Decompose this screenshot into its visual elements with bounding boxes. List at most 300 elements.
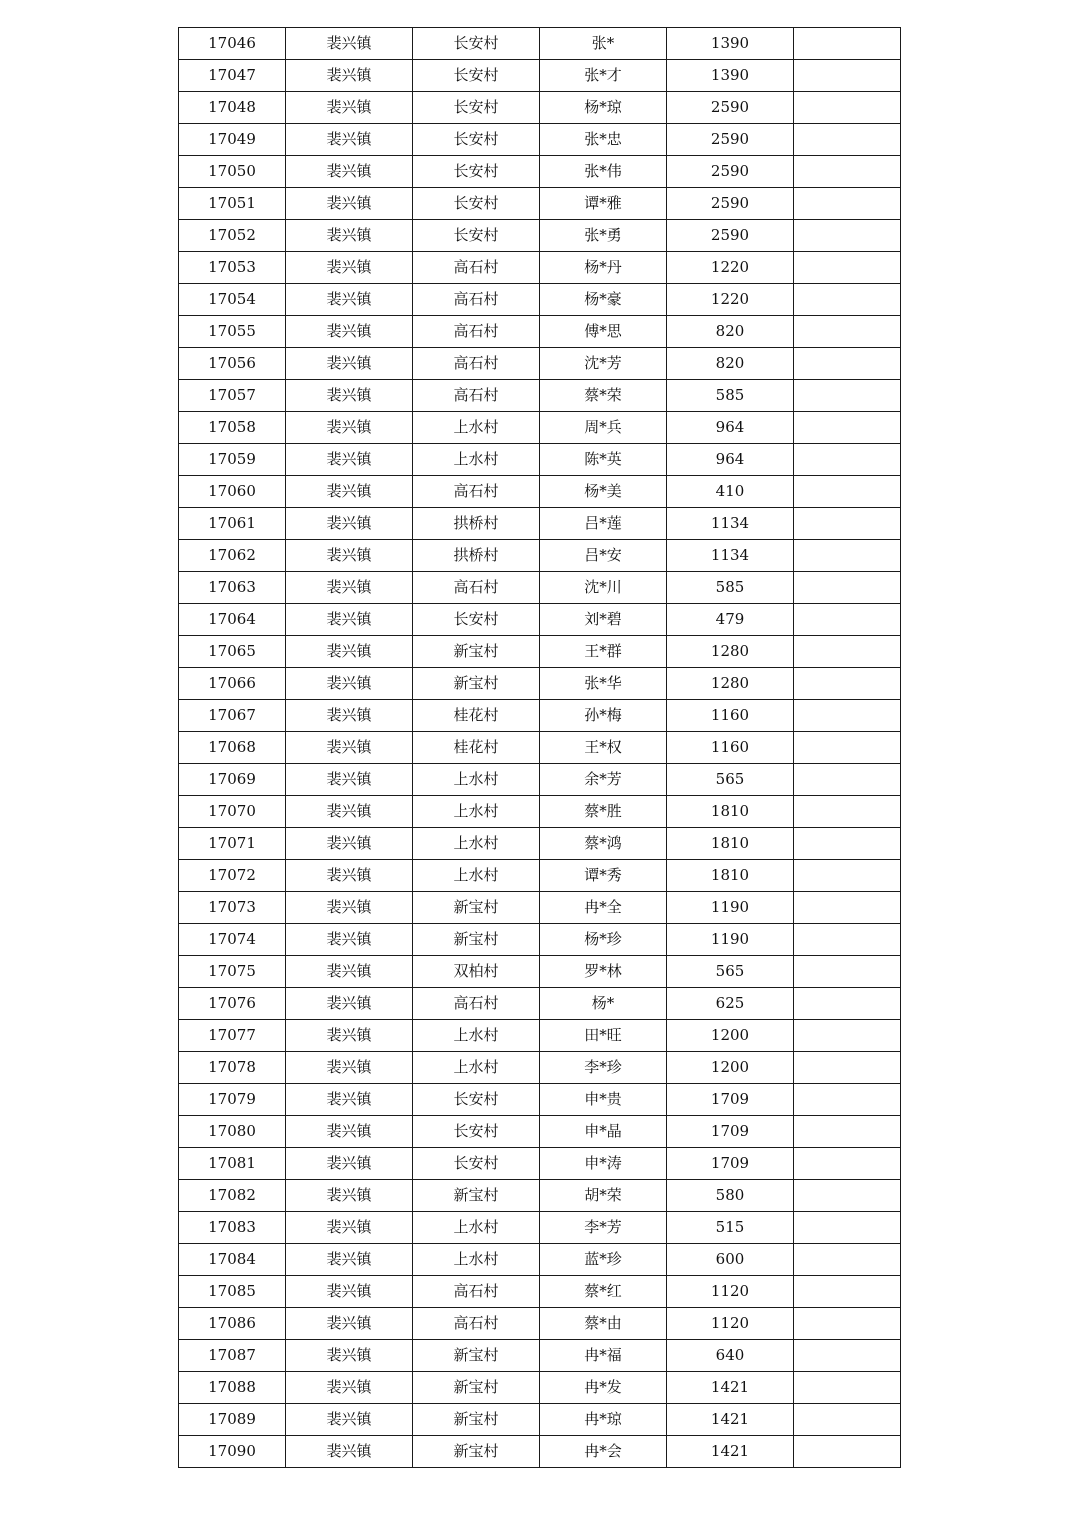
note-cell	[794, 1020, 901, 1052]
note-cell	[794, 1212, 901, 1244]
row-number-cell: 17071	[179, 828, 286, 860]
amount-cell: 565	[667, 956, 794, 988]
note-cell	[794, 252, 901, 284]
village-cell: 高石村	[413, 252, 540, 284]
town-cell: 裴兴镇	[286, 444, 413, 476]
note-cell	[794, 476, 901, 508]
town-cell: 裴兴镇	[286, 828, 413, 860]
village-cell: 长安村	[413, 60, 540, 92]
amount-cell: 1134	[667, 540, 794, 572]
amount-cell: 1134	[667, 508, 794, 540]
note-cell	[794, 1116, 901, 1148]
village-cell: 上水村	[413, 1244, 540, 1276]
table-row	[179, 572, 901, 604]
name-cell: 申*涛	[540, 1148, 667, 1180]
note-cell	[794, 444, 901, 476]
name-cell: 李*珍	[540, 1052, 667, 1084]
town-cell: 裴兴镇	[286, 156, 413, 188]
town-cell: 裴兴镇	[286, 764, 413, 796]
name-cell: 张*	[540, 28, 667, 60]
name-cell: 张*忠	[540, 124, 667, 156]
town-cell: 裴兴镇	[286, 668, 413, 700]
village-cell: 长安村	[413, 1148, 540, 1180]
village-cell: 新宝村	[413, 1436, 540, 1468]
name-cell: 王*群	[540, 636, 667, 668]
village-cell: 高石村	[413, 476, 540, 508]
row-number-cell: 17067	[179, 700, 286, 732]
amount-cell: 1190	[667, 892, 794, 924]
table-row	[179, 476, 901, 508]
amount-cell: 585	[667, 572, 794, 604]
town-cell: 裴兴镇	[286, 1116, 413, 1148]
town-cell: 裴兴镇	[286, 1052, 413, 1084]
village-cell: 高石村	[413, 572, 540, 604]
table-row	[179, 1020, 901, 1052]
town-cell: 裴兴镇	[286, 796, 413, 828]
amount-cell: 625	[667, 988, 794, 1020]
village-cell: 长安村	[413, 28, 540, 60]
town-cell: 裴兴镇	[286, 572, 413, 604]
table-row	[179, 1084, 901, 1116]
table-row	[179, 764, 901, 796]
village-cell: 上水村	[413, 860, 540, 892]
name-cell: 孙*梅	[540, 700, 667, 732]
row-number-cell: 17090	[179, 1436, 286, 1468]
name-cell: 蔡*由	[540, 1308, 667, 1340]
table-row	[179, 924, 901, 956]
name-cell: 谭*雅	[540, 188, 667, 220]
table-row	[179, 604, 901, 636]
row-number-cell: 17084	[179, 1244, 286, 1276]
row-number-cell: 17078	[179, 1052, 286, 1084]
amount-cell: 1160	[667, 700, 794, 732]
row-number-cell: 17047	[179, 60, 286, 92]
note-cell	[794, 1372, 901, 1404]
town-cell: 裴兴镇	[286, 316, 413, 348]
town-cell: 裴兴镇	[286, 348, 413, 380]
note-cell	[794, 220, 901, 252]
row-number-cell: 17074	[179, 924, 286, 956]
table-row	[179, 508, 901, 540]
town-cell: 裴兴镇	[286, 380, 413, 412]
table-row	[179, 188, 901, 220]
village-cell: 高石村	[413, 284, 540, 316]
village-cell: 拱桥村	[413, 540, 540, 572]
village-cell: 长安村	[413, 124, 540, 156]
note-cell	[794, 828, 901, 860]
table-row	[179, 1340, 901, 1372]
village-cell: 上水村	[413, 796, 540, 828]
note-cell	[794, 1244, 901, 1276]
table-row	[179, 796, 901, 828]
name-cell: 张*华	[540, 668, 667, 700]
row-number-cell: 17075	[179, 956, 286, 988]
row-number-cell: 17060	[179, 476, 286, 508]
name-cell: 冉*全	[540, 892, 667, 924]
note-cell	[794, 156, 901, 188]
amount-cell: 1190	[667, 924, 794, 956]
village-cell: 长安村	[413, 604, 540, 636]
village-cell: 新宝村	[413, 1372, 540, 1404]
name-cell: 吕*安	[540, 540, 667, 572]
amount-cell: 1709	[667, 1116, 794, 1148]
note-cell	[794, 60, 901, 92]
village-cell: 长安村	[413, 92, 540, 124]
amount-cell: 820	[667, 316, 794, 348]
village-cell: 长安村	[413, 156, 540, 188]
note-cell	[794, 764, 901, 796]
note-cell	[794, 508, 901, 540]
name-cell: 张*勇	[540, 220, 667, 252]
note-cell	[794, 92, 901, 124]
table-row	[179, 284, 901, 316]
amount-cell: 2590	[667, 156, 794, 188]
name-cell: 罗*林	[540, 956, 667, 988]
amount-cell: 1280	[667, 668, 794, 700]
note-cell	[794, 732, 901, 764]
table-row	[179, 348, 901, 380]
row-number-cell: 17089	[179, 1404, 286, 1436]
name-cell: 周*兵	[540, 412, 667, 444]
amount-cell: 1120	[667, 1276, 794, 1308]
table-row	[179, 380, 901, 412]
row-number-cell: 17062	[179, 540, 286, 572]
amount-cell: 565	[667, 764, 794, 796]
name-cell: 冉*福	[540, 1340, 667, 1372]
table-row	[179, 92, 901, 124]
name-cell: 胡*荣	[540, 1180, 667, 1212]
village-cell: 新宝村	[413, 924, 540, 956]
village-cell: 上水村	[413, 828, 540, 860]
table-row	[179, 1372, 901, 1404]
amount-cell: 1280	[667, 636, 794, 668]
table-row	[179, 1244, 901, 1276]
table-row	[179, 828, 901, 860]
row-number-cell: 17046	[179, 28, 286, 60]
town-cell: 裴兴镇	[286, 1212, 413, 1244]
village-cell: 上水村	[413, 1020, 540, 1052]
row-number-cell: 17076	[179, 988, 286, 1020]
town-cell: 裴兴镇	[286, 252, 413, 284]
village-cell: 新宝村	[413, 1404, 540, 1436]
row-number-cell: 17057	[179, 380, 286, 412]
amount-cell: 585	[667, 380, 794, 412]
village-cell: 新宝村	[413, 636, 540, 668]
town-cell: 裴兴镇	[286, 92, 413, 124]
village-cell: 桂花村	[413, 700, 540, 732]
row-number-cell: 17048	[179, 92, 286, 124]
row-number-cell: 17086	[179, 1308, 286, 1340]
amount-cell: 1220	[667, 284, 794, 316]
table-row	[179, 316, 901, 348]
amount-cell: 580	[667, 1180, 794, 1212]
village-cell: 新宝村	[413, 1180, 540, 1212]
row-number-cell: 17069	[179, 764, 286, 796]
row-number-cell: 17063	[179, 572, 286, 604]
note-cell	[794, 956, 901, 988]
village-cell: 长安村	[413, 1084, 540, 1116]
note-cell	[794, 604, 901, 636]
name-cell: 张*才	[540, 60, 667, 92]
name-cell: 杨*珍	[540, 924, 667, 956]
name-cell: 申*贵	[540, 1084, 667, 1116]
amount-cell: 2590	[667, 124, 794, 156]
row-number-cell: 17055	[179, 316, 286, 348]
name-cell: 刘*碧	[540, 604, 667, 636]
row-number-cell: 17079	[179, 1084, 286, 1116]
note-cell	[794, 1052, 901, 1084]
row-number-cell: 17088	[179, 1372, 286, 1404]
amount-cell: 1810	[667, 796, 794, 828]
town-cell: 裴兴镇	[286, 924, 413, 956]
table-row	[179, 636, 901, 668]
note-cell	[794, 316, 901, 348]
amount-cell: 1421	[667, 1404, 794, 1436]
note-cell	[794, 668, 901, 700]
amount-cell: 964	[667, 444, 794, 476]
note-cell	[794, 1436, 901, 1468]
town-cell: 裴兴镇	[286, 188, 413, 220]
table-body	[179, 28, 901, 1468]
amount-cell: 2590	[667, 188, 794, 220]
row-number-cell: 17054	[179, 284, 286, 316]
village-cell: 高石村	[413, 348, 540, 380]
row-number-cell: 17070	[179, 796, 286, 828]
name-cell: 沈*芳	[540, 348, 667, 380]
table-row	[179, 412, 901, 444]
note-cell	[794, 1404, 901, 1436]
amount-cell: 1120	[667, 1308, 794, 1340]
name-cell: 蔡*胜	[540, 796, 667, 828]
table-row	[179, 1308, 901, 1340]
name-cell: 王*权	[540, 732, 667, 764]
row-number-cell: 17082	[179, 1180, 286, 1212]
note-cell	[794, 924, 901, 956]
table-row	[179, 668, 901, 700]
village-cell: 新宝村	[413, 668, 540, 700]
note-cell	[794, 540, 901, 572]
amount-cell: 1709	[667, 1084, 794, 1116]
name-cell: 杨*豪	[540, 284, 667, 316]
village-cell: 长安村	[413, 220, 540, 252]
table-row	[179, 1116, 901, 1148]
amount-cell: 1421	[667, 1436, 794, 1468]
row-number-cell: 17083	[179, 1212, 286, 1244]
note-cell	[794, 988, 901, 1020]
village-cell: 高石村	[413, 316, 540, 348]
row-number-cell: 17087	[179, 1340, 286, 1372]
town-cell: 裴兴镇	[286, 1308, 413, 1340]
note-cell	[794, 1308, 901, 1340]
town-cell: 裴兴镇	[286, 732, 413, 764]
name-cell: 杨*美	[540, 476, 667, 508]
note-cell	[794, 1084, 901, 1116]
amount-cell: 1390	[667, 28, 794, 60]
name-cell: 蔡*荣	[540, 380, 667, 412]
name-cell: 杨*琼	[540, 92, 667, 124]
town-cell: 裴兴镇	[286, 1372, 413, 1404]
amount-cell: 1220	[667, 252, 794, 284]
row-number-cell: 17059	[179, 444, 286, 476]
table-row	[179, 252, 901, 284]
amount-cell: 515	[667, 1212, 794, 1244]
table-row	[179, 1404, 901, 1436]
row-number-cell: 17080	[179, 1116, 286, 1148]
village-cell: 上水村	[413, 444, 540, 476]
town-cell: 裴兴镇	[286, 60, 413, 92]
name-cell: 张*伟	[540, 156, 667, 188]
amount-cell: 1200	[667, 1052, 794, 1084]
town-cell: 裴兴镇	[286, 284, 413, 316]
town-cell: 裴兴镇	[286, 1340, 413, 1372]
amount-cell: 1709	[667, 1148, 794, 1180]
town-cell: 裴兴镇	[286, 956, 413, 988]
amount-cell: 600	[667, 1244, 794, 1276]
amount-cell: 1421	[667, 1372, 794, 1404]
table-row	[179, 124, 901, 156]
row-number-cell: 17077	[179, 1020, 286, 1052]
note-cell	[794, 1180, 901, 1212]
town-cell: 裴兴镇	[286, 988, 413, 1020]
village-cell: 高石村	[413, 380, 540, 412]
table-row	[179, 60, 901, 92]
row-number-cell: 17061	[179, 508, 286, 540]
note-cell	[794, 124, 901, 156]
name-cell: 谭*秀	[540, 860, 667, 892]
amount-cell: 1390	[667, 60, 794, 92]
village-cell: 高石村	[413, 1276, 540, 1308]
town-cell: 裴兴镇	[286, 1180, 413, 1212]
village-cell: 长安村	[413, 1116, 540, 1148]
village-cell: 长安村	[413, 188, 540, 220]
note-cell	[794, 1276, 901, 1308]
village-cell: 高石村	[413, 1308, 540, 1340]
amount-cell: 1200	[667, 1020, 794, 1052]
town-cell: 裴兴镇	[286, 636, 413, 668]
amount-cell: 1810	[667, 828, 794, 860]
amount-cell: 410	[667, 476, 794, 508]
village-cell: 高石村	[413, 988, 540, 1020]
town-cell: 裴兴镇	[286, 1084, 413, 1116]
village-cell: 上水村	[413, 764, 540, 796]
town-cell: 裴兴镇	[286, 28, 413, 60]
table-row	[179, 700, 901, 732]
name-cell: 余*芳	[540, 764, 667, 796]
name-cell: 傅*思	[540, 316, 667, 348]
note-cell	[794, 1340, 901, 1372]
village-cell: 拱桥村	[413, 508, 540, 540]
table-row	[179, 956, 901, 988]
name-cell: 冉*会	[540, 1436, 667, 1468]
village-cell: 新宝村	[413, 1340, 540, 1372]
name-cell: 蔡*红	[540, 1276, 667, 1308]
village-cell: 上水村	[413, 1212, 540, 1244]
town-cell: 裴兴镇	[286, 1276, 413, 1308]
row-number-cell: 17072	[179, 860, 286, 892]
row-number-cell: 17050	[179, 156, 286, 188]
note-cell	[794, 860, 901, 892]
name-cell: 杨*	[540, 988, 667, 1020]
table-row	[179, 156, 901, 188]
note-cell	[794, 892, 901, 924]
name-cell: 冉*琼	[540, 1404, 667, 1436]
note-cell	[794, 796, 901, 828]
row-number-cell: 17073	[179, 892, 286, 924]
name-cell: 沈*川	[540, 572, 667, 604]
village-cell: 新宝村	[413, 892, 540, 924]
table-row	[179, 220, 901, 252]
name-cell: 李*芳	[540, 1212, 667, 1244]
town-cell: 裴兴镇	[286, 476, 413, 508]
row-number-cell: 17085	[179, 1276, 286, 1308]
row-number-cell: 17081	[179, 1148, 286, 1180]
note-cell	[794, 284, 901, 316]
note-cell	[794, 700, 901, 732]
amount-cell: 479	[667, 604, 794, 636]
village-cell: 双柏村	[413, 956, 540, 988]
amount-cell: 964	[667, 412, 794, 444]
town-cell: 裴兴镇	[286, 508, 413, 540]
town-cell: 裴兴镇	[286, 124, 413, 156]
row-number-cell: 17064	[179, 604, 286, 636]
town-cell: 裴兴镇	[286, 860, 413, 892]
table-row	[179, 988, 901, 1020]
row-number-cell: 17056	[179, 348, 286, 380]
town-cell: 裴兴镇	[286, 1404, 413, 1436]
table-row	[179, 28, 901, 60]
row-number-cell: 17058	[179, 412, 286, 444]
table-row	[179, 1436, 901, 1468]
name-cell: 田*旺	[540, 1020, 667, 1052]
town-cell: 裴兴镇	[286, 604, 413, 636]
amount-cell: 2590	[667, 92, 794, 124]
name-cell: 冉*发	[540, 1372, 667, 1404]
town-cell: 裴兴镇	[286, 1436, 413, 1468]
town-cell: 裴兴镇	[286, 220, 413, 252]
data-table	[178, 27, 901, 1468]
table-row	[179, 1180, 901, 1212]
name-cell: 申*晶	[540, 1116, 667, 1148]
amount-cell: 1160	[667, 732, 794, 764]
town-cell: 裴兴镇	[286, 412, 413, 444]
name-cell: 杨*丹	[540, 252, 667, 284]
name-cell: 吕*莲	[540, 508, 667, 540]
table-row	[179, 732, 901, 764]
note-cell	[794, 412, 901, 444]
town-cell: 裴兴镇	[286, 540, 413, 572]
table-row	[179, 892, 901, 924]
village-cell: 上水村	[413, 1052, 540, 1084]
amount-cell: 2590	[667, 220, 794, 252]
name-cell: 蔡*鸿	[540, 828, 667, 860]
note-cell	[794, 380, 901, 412]
row-number-cell: 17053	[179, 252, 286, 284]
row-number-cell: 17066	[179, 668, 286, 700]
amount-cell: 820	[667, 348, 794, 380]
row-number-cell: 17068	[179, 732, 286, 764]
table-row	[179, 540, 901, 572]
name-cell: 陈*英	[540, 444, 667, 476]
village-cell: 桂花村	[413, 732, 540, 764]
table-row	[179, 1148, 901, 1180]
row-number-cell: 17052	[179, 220, 286, 252]
note-cell	[794, 636, 901, 668]
row-number-cell: 17051	[179, 188, 286, 220]
town-cell: 裴兴镇	[286, 1020, 413, 1052]
table-row	[179, 1052, 901, 1084]
note-cell	[794, 348, 901, 380]
table-row	[179, 1276, 901, 1308]
